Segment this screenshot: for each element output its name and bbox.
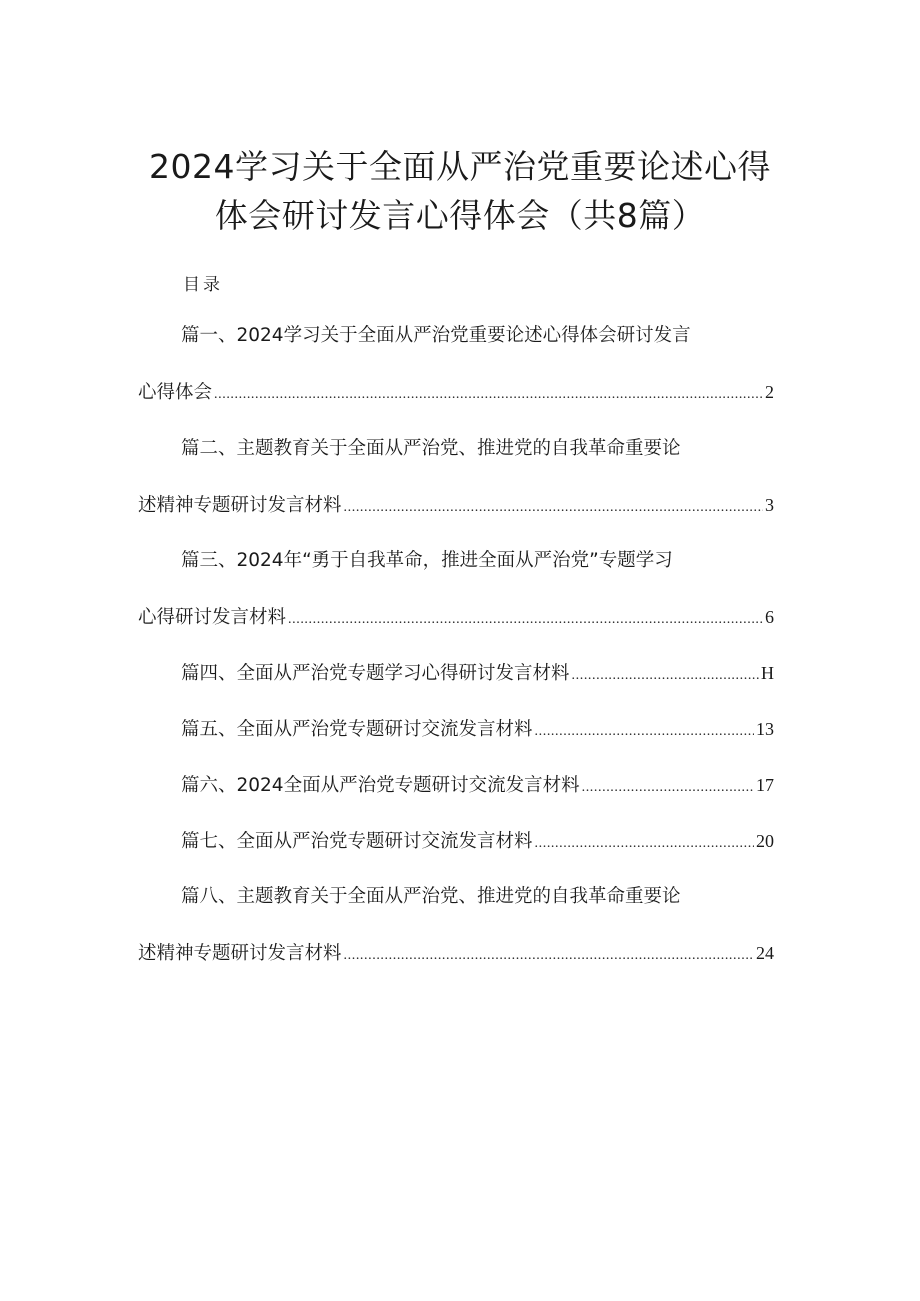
toc-entry-8-text: 述精神专题研讨发言材料 xyxy=(138,943,342,964)
toc-entry-3-line2 xyxy=(138,605,774,632)
toc-entry-8-line2 xyxy=(138,941,774,968)
document-title-line1: 2024学习关于全面从严治党重要论述心得 xyxy=(149,147,771,186)
toc-entry-8-line1: 篇八、主题教育关于全面从严治党、推进党的自我革命重要论 xyxy=(181,886,681,907)
toc-entry-5-text: 篇五、全面从严治党专题研讨交流发言材料 xyxy=(181,719,533,740)
toc-entry-2-text: 述精神专题研讨发言材料 xyxy=(138,495,342,516)
toc-entry-3-page: 6 xyxy=(765,607,774,627)
toc-entry-4-text: 篇四、全面从严治党专题学习心得研讨发言材料 xyxy=(181,663,570,684)
toc-entry-5 xyxy=(181,717,774,744)
toc-entry-1-page: 2 xyxy=(765,382,774,402)
toc-dot-leader xyxy=(344,496,763,520)
toc-entry-1-line1: 篇一、2024学习关于全面从严治党重要论述心得体会研讨发言 xyxy=(181,325,691,346)
toc-dot-leader xyxy=(288,608,763,632)
toc-dot-leader xyxy=(535,832,754,856)
toc-entry-3-line1: 篇三、2024年“勇于自我革命，推进全面从严治党”专题学习 xyxy=(181,550,673,571)
toc-entry-6-text: 篇六、2024全面从严治党专题研讨交流发言材料 xyxy=(181,775,580,796)
toc-entry-6 xyxy=(181,773,774,800)
document-title-line2: 体会研讨发言心得体会（共8篇） xyxy=(214,196,706,235)
toc-entry-7-text: 篇七、全面从严治党专题研讨交流发言材料 xyxy=(181,831,533,852)
toc-entry-5-page: 13 xyxy=(756,719,774,739)
toc-entry-2-line2 xyxy=(138,493,774,520)
toc-entry-7-page: 20 xyxy=(756,831,774,851)
toc-label: 目录 xyxy=(183,275,223,295)
toc-entry-1-text: 心得体会 xyxy=(138,382,213,403)
toc-dot-leader xyxy=(535,720,754,744)
toc-entry-1-line2 xyxy=(138,380,774,407)
toc-dot-leader xyxy=(344,944,754,968)
toc-dot-leader xyxy=(582,776,754,800)
toc-entry-4-page: H xyxy=(761,663,774,683)
toc-entry-2-line1: 篇二、主题教育关于全面从严治党、推进党的自我革命重要论 xyxy=(181,438,681,459)
toc-entry-7 xyxy=(181,829,774,856)
toc-entry-2-page: 3 xyxy=(765,495,774,515)
toc-entry-4 xyxy=(181,661,774,688)
toc-dot-leader xyxy=(214,383,763,407)
toc-entry-8-page: 24 xyxy=(756,943,774,963)
toc-entry-6-page: 17 xyxy=(756,775,774,795)
toc-entry-3-text: 心得研讨发言材料 xyxy=(138,607,287,628)
toc-dot-leader xyxy=(572,664,759,688)
